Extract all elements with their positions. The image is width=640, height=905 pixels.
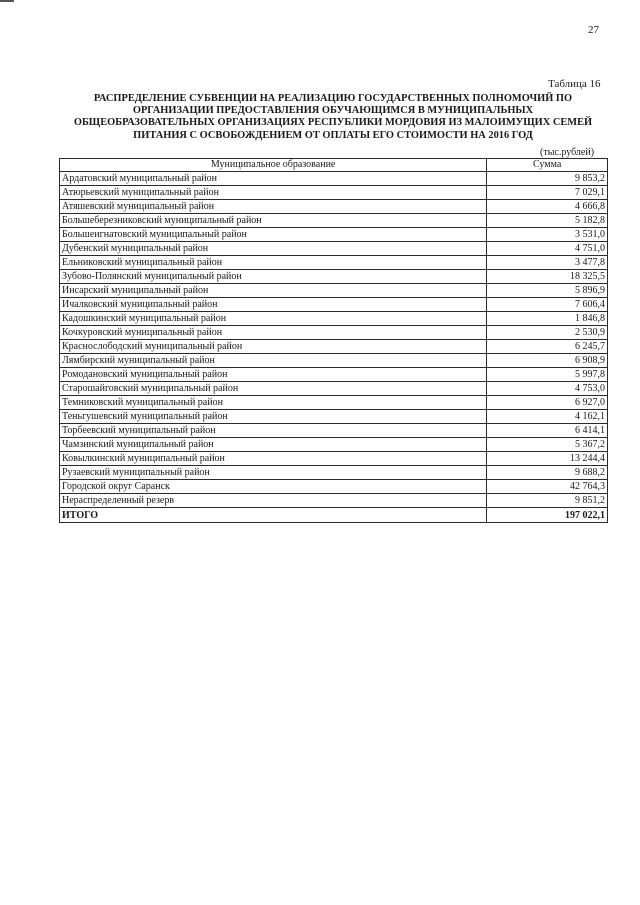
title-line: РАСПРЕДЕЛЕНИЕ СУБВЕНЦИИ НА РЕАЛИЗАЦИЮ ГОСУДАРСТВЕННЫХ ПОЛНОМОЧИЙ ПО xyxy=(93,93,573,104)
subsidy-amount: 7 029,1 xyxy=(487,186,608,200)
total-sum: 197 022,1 xyxy=(487,508,608,523)
table-row xyxy=(60,284,608,298)
table-row xyxy=(60,186,608,200)
municipality-name: Городской округ Саранск xyxy=(60,480,487,494)
header-sum: Сумма xyxy=(487,159,608,172)
subsidy-amount: 4 751,0 xyxy=(487,242,608,256)
municipality-name: Кадошкинский муниципальный район xyxy=(60,312,487,326)
total-label: ИТОГО xyxy=(60,508,487,523)
subsidy-amount: 9 853,2 xyxy=(487,172,608,186)
subsidy-amount: 3 477,8 xyxy=(487,256,608,270)
subsidy-amount: 6 245,7 xyxy=(487,340,608,354)
subsidy-amount: 9 688,2 xyxy=(487,466,608,480)
municipality-name: Краснослободский муниципальный район xyxy=(60,340,487,354)
table-row xyxy=(60,256,608,270)
table-row xyxy=(60,466,608,480)
scan-artifact xyxy=(0,0,14,2)
table-row xyxy=(60,340,608,354)
table-row xyxy=(60,494,608,508)
table-row xyxy=(60,354,608,368)
table-row xyxy=(60,326,608,340)
subsidy-amount: 3 531,0 xyxy=(487,228,608,242)
table-row xyxy=(60,396,608,410)
municipality-name: Инсарский муниципальный район xyxy=(60,284,487,298)
municipality-name: Атюрьевский муниципальный район xyxy=(60,186,487,200)
subsidy-amount: 4 753,0 xyxy=(487,382,608,396)
municipality-name: Темниковский муниципальный район xyxy=(60,396,487,410)
units-note: (тыс.рублей) xyxy=(540,147,595,158)
table-row xyxy=(60,382,608,396)
subsidy-amount: 6 908,9 xyxy=(487,354,608,368)
municipality-name: Теньгушевский муниципальный район xyxy=(60,410,487,424)
table-row xyxy=(60,298,608,312)
table-label: Таблица 16 xyxy=(548,78,601,90)
subsidy-amount: 5 997,8 xyxy=(487,368,608,382)
municipality-name: Ардатовский муниципальный район xyxy=(60,172,487,186)
municipality-name: Зубово-Полянский муниципальный район xyxy=(60,270,487,284)
municipality-name: Дубенский муниципальный район xyxy=(60,242,487,256)
page-number: 27 xyxy=(588,24,599,36)
municipality-name: Чамзинский муниципальный район xyxy=(60,438,487,452)
title-line: ОРГАНИЗАЦИИ ПРЕДОСТАВЛЕНИЯ ОБУЧАЮЩИМСЯ В МУНИЦИПАЛЬНЫХ xyxy=(132,105,534,117)
title-line: ОБЩЕОБРАЗОВАТЕЛЬНЫХ ОРГАНИЗАЦИЯХ РЕСПУБЛИКИ МОРДОВИЯ ИЗ МАЛОИМУЩИХ СЕМЕЙ xyxy=(73,117,593,129)
header-municipality: Муниципальное образование xyxy=(60,159,487,172)
subsidy-amount: 18 325,5 xyxy=(487,270,608,284)
table-row xyxy=(60,480,608,494)
table-row xyxy=(60,438,608,452)
table-row xyxy=(60,410,608,424)
subsidy-amount: 4 162,1 xyxy=(487,410,608,424)
municipality-name: Нераспределенный резерв xyxy=(60,494,487,508)
subsidy-amount: 4 666,8 xyxy=(487,200,608,214)
subsidy-amount: 1 846,8 xyxy=(487,312,608,326)
subsidy-amount: 5 896,9 xyxy=(487,284,608,298)
subsidy-amount: 7 606,4 xyxy=(487,298,608,312)
municipality-name: Ичалковский муниципальный район xyxy=(60,298,487,312)
subsidy-amount: 6 414,1 xyxy=(487,424,608,438)
table-row xyxy=(60,242,608,256)
title-line: ПИТАНИЯ С ОСВОБОЖДЕНИЕМ ОТ ОПЛАТЫ ЕГО СТОИМОСТИ НА 2016 ГОД xyxy=(133,129,533,141)
table-row xyxy=(60,200,608,214)
municipality-name: Торбеевский муниципальный район xyxy=(60,424,487,438)
subsidy-amount: 13 244,4 xyxy=(487,452,608,466)
subsidy-amount: 42 764,3 xyxy=(487,480,608,494)
table-row xyxy=(60,424,608,438)
table-row xyxy=(60,214,608,228)
total-row xyxy=(60,508,608,523)
municipality-name: Лямбирский муниципальный район xyxy=(60,354,487,368)
municipality-name: Кочкуровский муниципальный район xyxy=(60,326,487,340)
subsidy-amount: 5 367,2 xyxy=(487,438,608,452)
document-title xyxy=(58,93,608,142)
table-row xyxy=(60,368,608,382)
municipality-name: Большеберезниковский муниципальный район xyxy=(60,214,487,228)
table-row xyxy=(60,172,608,186)
subsidy-table xyxy=(59,158,608,523)
municipality-name: Старошайговский муниципальный район xyxy=(60,382,487,396)
municipality-name: Ромодановский муниципальный район xyxy=(60,368,487,382)
municipality-name: Ельниковский муниципальный район xyxy=(60,256,487,270)
subsidy-amount: 2 530,9 xyxy=(487,326,608,340)
table-row xyxy=(60,228,608,242)
subsidy-amount: 9 851,2 xyxy=(487,494,608,508)
municipality-name: Рузаевский муниципальный район xyxy=(60,466,487,480)
municipality-name: Большеигнатовский муниципальный район xyxy=(60,228,487,242)
table-row xyxy=(60,452,608,466)
municipality-name: Ковылкинский муниципальный район xyxy=(60,452,487,466)
subsidy-amount: 6 927,0 xyxy=(487,396,608,410)
subsidy-amount: 5 182,8 xyxy=(487,214,608,228)
table-header-row xyxy=(60,159,608,172)
municipality-name: Атяшевский муниципальный район xyxy=(60,200,487,214)
table-row xyxy=(60,312,608,326)
table-row xyxy=(60,270,608,284)
